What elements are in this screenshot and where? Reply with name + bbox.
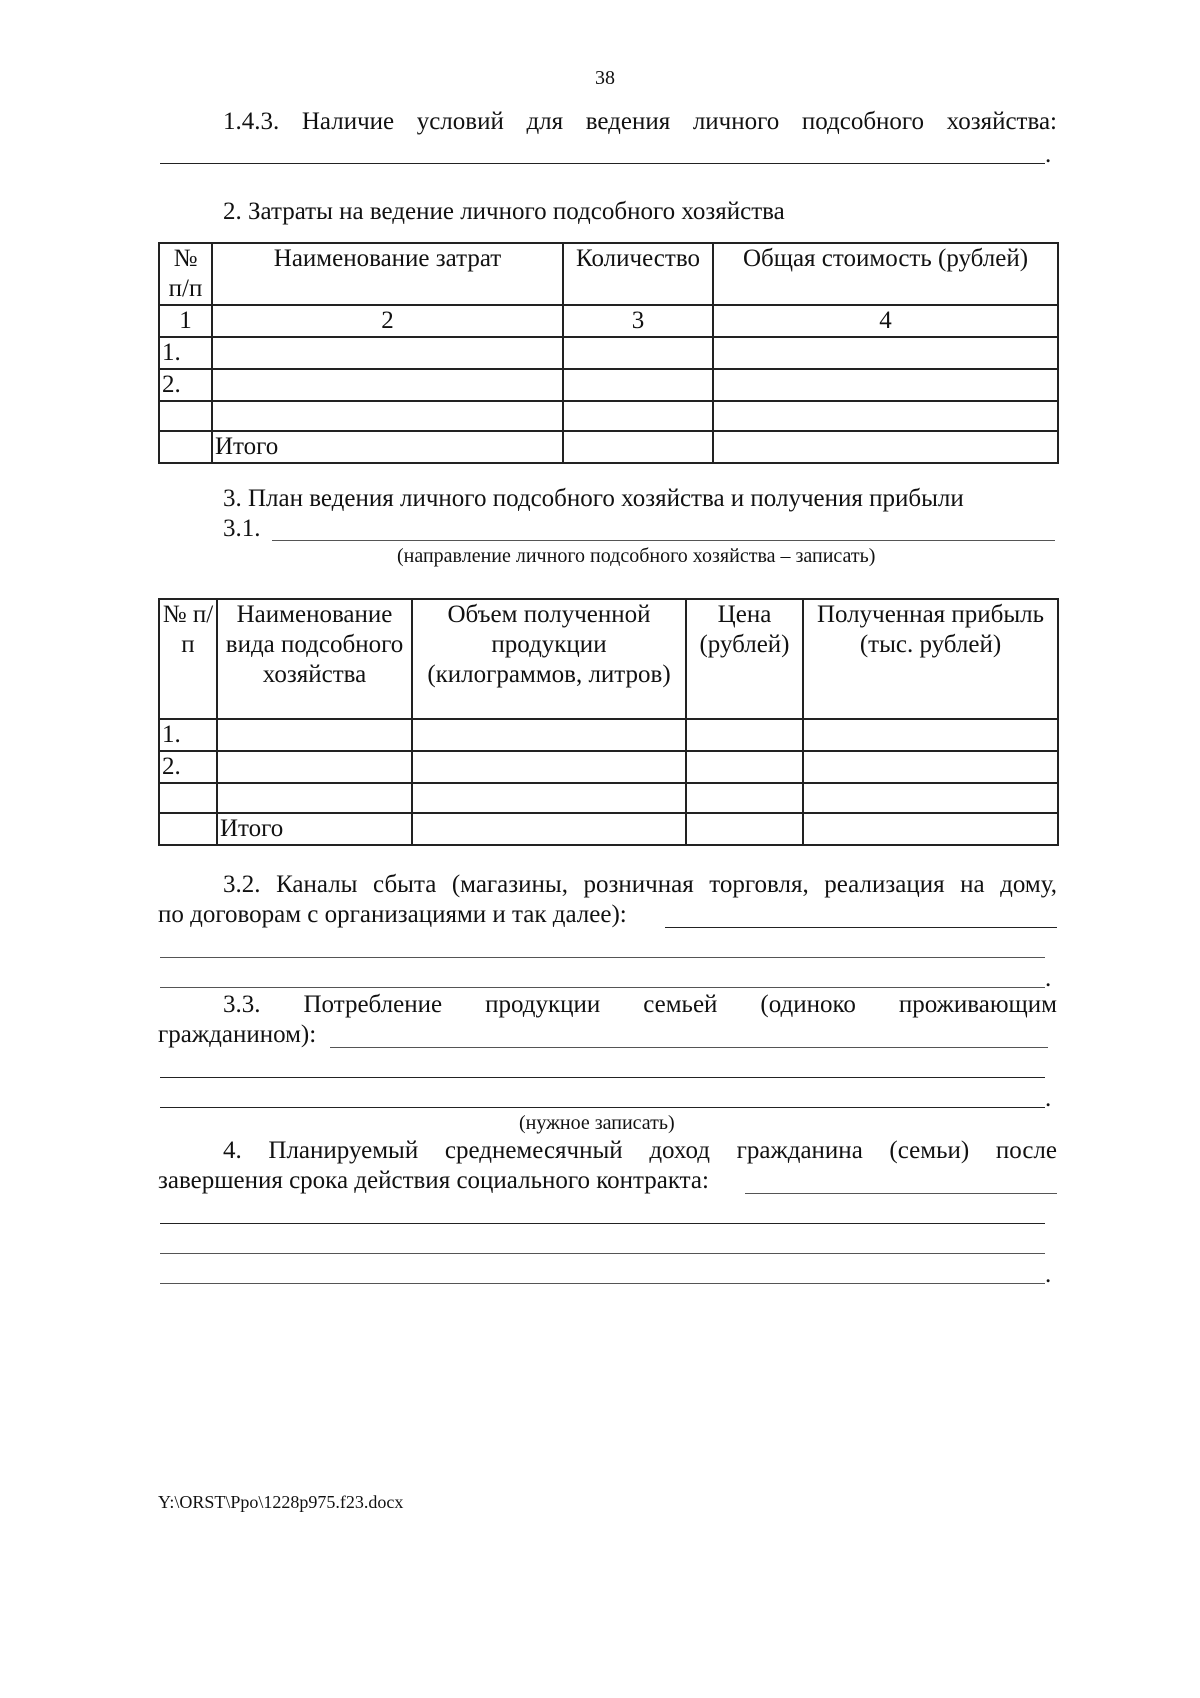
- plan-row-num: 1.: [159, 719, 217, 751]
- costs-table-header-row: [159, 243, 1058, 305]
- section-4-line1: 4. Планируемый среднемесячный доход гражданина (семьи) после: [223, 1137, 1057, 1164]
- section-3-2-fill-line: [665, 927, 1057, 928]
- plan-row-num: 2.: [159, 751, 217, 783]
- costs-row-num: 2.: [159, 369, 212, 401]
- plan-cell[interactable]: [803, 751, 1058, 783]
- plan-cell[interactable]: [686, 719, 803, 751]
- section-1-4-3-text: 1.4.3. Наличие условий для ведения личного подсобного хозяйства:: [223, 108, 1057, 135]
- page-number: 38: [595, 67, 615, 89]
- section-3-2-fill-line: [160, 987, 1045, 988]
- plan-header-price: Цена (рублей): [686, 599, 803, 719]
- plan-cell[interactable]: [412, 751, 686, 783]
- plan-total-row: [159, 813, 1058, 845]
- costs-cell[interactable]: [713, 337, 1058, 369]
- table-row: [159, 401, 1058, 431]
- costs-col-number: 1: [159, 305, 212, 337]
- costs-table: [158, 242, 1059, 464]
- section-3-3-line1: 3.3. Потребление продукции семьей (одиноко проживающим: [223, 991, 1057, 1018]
- costs-cell[interactable]: [212, 337, 563, 369]
- section-1-4-3-dot: .: [1045, 141, 1052, 168]
- section-3-3-line2: гражданином):: [158, 1021, 317, 1048]
- costs-header-quantity: Количество: [563, 243, 713, 305]
- section-3-1-fill-line: [272, 540, 1055, 541]
- section-4-dot: .: [1045, 1261, 1052, 1288]
- plan-table-header-row: [159, 599, 1058, 719]
- plan-cell[interactable]: [217, 751, 412, 783]
- plan-total-num: [159, 813, 217, 845]
- costs-cell[interactable]: [563, 369, 713, 401]
- costs-cell[interactable]: [212, 401, 563, 431]
- plan-row-num: [159, 783, 217, 813]
- plan-cell[interactable]: [803, 719, 1058, 751]
- section-3-3-fill-line: [160, 1077, 1045, 1078]
- section-4-fill-line: [160, 1283, 1045, 1284]
- footer-file-path: Y:\ORST\Ppo\1228p975.f23.docx: [158, 1492, 404, 1512]
- costs-cell[interactable]: [563, 401, 713, 431]
- costs-row-num: [159, 401, 212, 431]
- costs-cell[interactable]: [563, 337, 713, 369]
- plan-header-profit: Полученная прибыль (тыс. рублей): [803, 599, 1058, 719]
- section-4-line2: завершения срока действия социального контракта:: [158, 1167, 709, 1194]
- plan-header-volume: Объем полученной продукции (килограммов, литров): [412, 599, 686, 719]
- costs-table-numbers-row: [159, 305, 1058, 337]
- plan-cell[interactable]: [217, 719, 412, 751]
- costs-col-number: 4: [713, 305, 1058, 337]
- plan-cell[interactable]: [686, 813, 803, 845]
- plan-cell[interactable]: [412, 813, 686, 845]
- plan-cell[interactable]: [803, 783, 1058, 813]
- plan-cell[interactable]: [412, 719, 686, 751]
- costs-col-number: 3: [563, 305, 713, 337]
- costs-cell[interactable]: [713, 431, 1058, 463]
- table-row: [159, 369, 1058, 401]
- section-3-2-line2: по договорам с организациями и так далее):: [158, 901, 627, 928]
- costs-header-name: Наименование затрат: [212, 243, 563, 305]
- section-4-fill-line: [745, 1193, 1057, 1194]
- costs-cell[interactable]: [212, 369, 563, 401]
- plan-total-label: Итого: [217, 813, 412, 845]
- costs-cell[interactable]: [713, 401, 1058, 431]
- section-3-2-line1: 3.2. Каналы сбыта (магазины, розничная торговля, реализация на дому,: [223, 871, 1057, 898]
- table-row: [159, 337, 1058, 369]
- costs-cell[interactable]: [563, 431, 713, 463]
- production-plan-table: [158, 598, 1059, 846]
- plan-header-kind: Наименование вида подсобного хозяйства: [217, 599, 412, 719]
- costs-total-row: [159, 431, 1058, 463]
- plan-cell[interactable]: [686, 751, 803, 783]
- costs-total-label: Итого: [212, 431, 563, 463]
- section-3-2-dot: .: [1045, 965, 1052, 992]
- section-3-2-fill-line: [160, 957, 1045, 958]
- section-4-fill-line: [160, 1253, 1045, 1254]
- table-row: [159, 783, 1058, 813]
- costs-header-num: № п/п: [159, 243, 212, 305]
- section-4-fill-line: [160, 1223, 1045, 1224]
- costs-header-total-cost: Общая стоимость (рублей): [713, 243, 1058, 305]
- section-3-3-hint: (нужное записать): [519, 1112, 675, 1134]
- section-3-1-hint: (направление личного подсобного хозяйства – записать): [397, 545, 876, 567]
- table-row: [159, 719, 1058, 751]
- section-3-3-fill-line: [330, 1047, 1048, 1048]
- table-row: [159, 751, 1058, 783]
- section-3-3-dot: .: [1045, 1085, 1052, 1112]
- plan-cell[interactable]: [686, 783, 803, 813]
- plan-cell[interactable]: [217, 783, 412, 813]
- section-2-title: 2. Затраты на ведение личного подсобного хозяйства: [223, 198, 785, 225]
- section-3-3-fill-line: [160, 1107, 1045, 1108]
- costs-total-num: [159, 431, 212, 463]
- costs-row-num: 1.: [159, 337, 212, 369]
- costs-cell[interactable]: [713, 369, 1058, 401]
- plan-cell[interactable]: [803, 813, 1058, 845]
- section-1-4-3-fill-line: [160, 163, 1045, 164]
- section-3-title: 3. План ведения личного подсобного хозяйства и получения прибыли: [223, 485, 964, 512]
- plan-cell[interactable]: [412, 783, 686, 813]
- section-3-1-label: 3.1.: [223, 515, 261, 542]
- plan-header-num: № п/п: [159, 599, 217, 719]
- costs-col-number: 2: [212, 305, 563, 337]
